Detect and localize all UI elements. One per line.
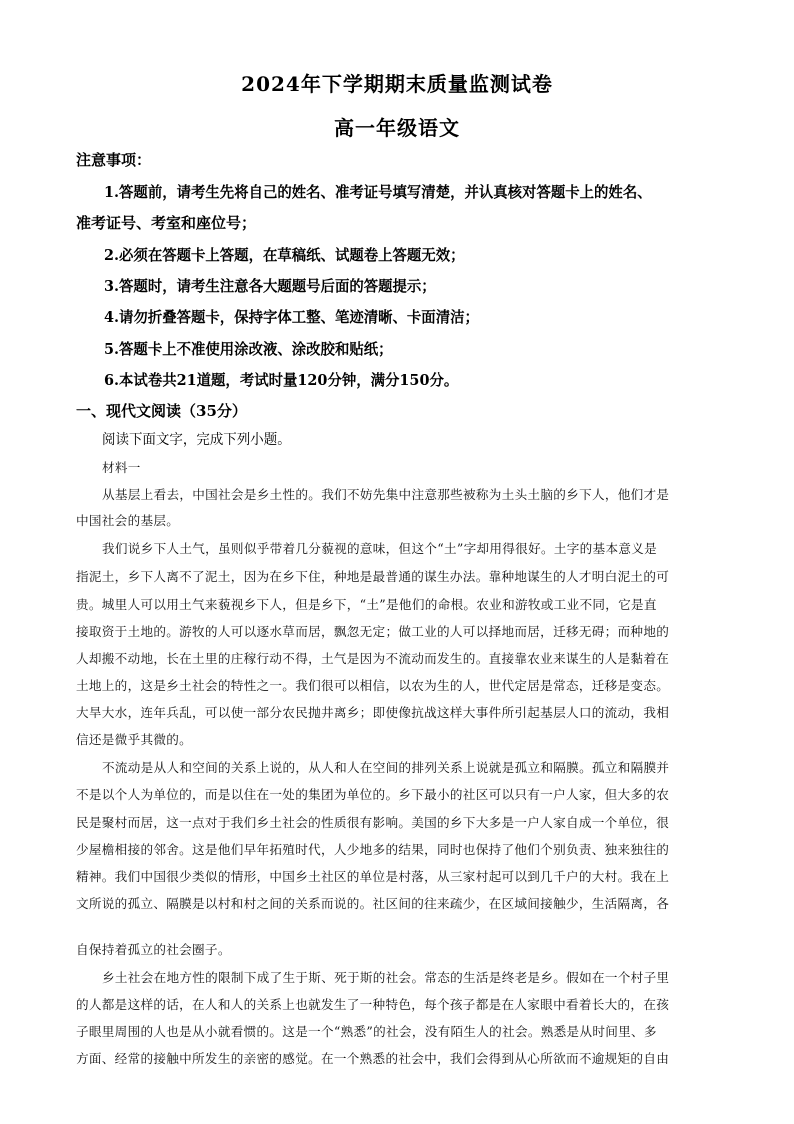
exam-subtitle: 高一年级语文 [334, 116, 460, 140]
passage-line: 从基层上看去，中国社会是乡土性的。我们不妨先集中注意那些被称为土头土脑的乡下人，他们才是 [102, 487, 670, 502]
notice-item: 6.本试卷共21道题，考试时量120分钟，满分150分。 [104, 371, 459, 389]
material-label: 材料一 [102, 460, 141, 475]
notice-item: 准考证号、考室和座位号； [76, 214, 257, 232]
passage-line: 不流动是从人和空间的关系上说的，从人和人在空间的排列关系上说就是孤立和隔膜。孤立和隔膜并 [102, 760, 670, 775]
passage-line: 指泥土，乡下人离不了泥土，因为在乡下住，种地是最普通的谋生办法。靠种地谋生的人才明白泥土的可 [76, 569, 670, 584]
passage-line: 贵。城里人可以用土气来藐视乡下人，但是乡下，“土”是他们的命根。农业和游牧或工业不同，它是直 [76, 597, 657, 612]
passage-line: 民是聚村而居，这一点对于我们乡土社会的性质很有影响。美国的乡下大多是一户人家自成一个单位，很 [76, 815, 670, 830]
passage-line: 不是以个人为单位的，而是以住在一处的集团为单位的。乡下最小的社区可以只有一户人家，但大多的农 [76, 787, 670, 802]
notice-item: 2.必须在答题卡上答题，在草稿纸、试题卷上答题无效； [104, 246, 465, 264]
notice-item: 4.请勿折叠答题卡，保持字体工整、笔迹清晰、卡面清洁； [104, 308, 479, 326]
passage-line: 文所说的孤立、隔膜是以村和村之间的关系而说的。社区间的往来疏少，在区域间接触少，生活隔离，各 [76, 896, 670, 911]
notice-item: 3.答题时，请考生注意各大题题号后面的答题提示； [104, 277, 436, 295]
passage-line: 精神。我们中国很少类似的情形，中国乡土社区的单位是村落，从三家村起可以到几千户的大村。我在上 [76, 869, 670, 884]
passage-line: 乡土社会在地方性的限制下成了生于斯、死于斯的社会。常态的生活是终老是乡。假如在一个村子里 [102, 970, 670, 985]
passage-line: 接取资于土地的。游牧的人可以逐水草而居，飘忽无定；做工业的人可以择地而居，迁移无碍；而种地的 [76, 624, 670, 639]
passage-line: 大旱大水，连年兵乱，可以使一部分农民抛井离乡；即使像抗战这样大事件所引起基层人口的流动，我相 [76, 705, 670, 720]
notice-heading: 注意事项： [76, 151, 152, 169]
exam-title: 2024年下学期期末质量监测试卷 [241, 72, 553, 96]
passage-line: 中国社会的基层。 [76, 513, 180, 528]
passage-line: 我们说乡下人土气，虽则似乎带着几分藐视的意味，但这个“土”字却用得很好。土字的基本意义是 [102, 541, 658, 556]
passage-line: 人却搬不动地，长在土里的庄稼行动不得，土气是因为不流动而发生的。直接靠农业来谋生的人是黏着在 [76, 651, 670, 666]
section-heading: 一、现代文阅读（35分） [76, 402, 247, 420]
notice-item: 1.答题前，请考生先将自己的姓名、准考证号填写清楚，并认真核对答题卡上的姓名、 [104, 183, 652, 201]
reading-instruction: 阅读下面文字，完成下列小题。 [102, 432, 291, 448]
passage-line: 少屋檐相接的邻舍。这是他们早年拓殖时代，人少地多的结果，同时也保持了他们个别负责、独来独往的 [76, 842, 670, 857]
passage-line: 方面、经常的接触中所发生的亲密的感觉。在一个熟悉的社会中，我们会得到从心所欲而不逾规矩的自由 [76, 1051, 670, 1066]
passage-line: 子眼里周围的人也是从小就看惯的。这是一个“熟悉”的社会，没有陌生人的社会。熟悉是从时间里、多 [76, 1024, 657, 1039]
passage-line: 土地上的，这是乡土社会的特性之一。我们很可以相信，以农为生的人，世代定居是常态，迁移是变态。 [76, 678, 670, 693]
notice-item: 5.答题卡上不准使用涂改液、涂改胶和贴纸； [104, 340, 393, 358]
passage-line: 信还是微乎其微的。 [76, 732, 193, 747]
passage-line: 自保持着孤立的社会圈子。 [76, 942, 231, 957]
passage-line: 的人都是这样的话，在人和人的关系上也就发生了一种特色，每个孩子都是在人家眼中看着长大的，在孩 [76, 997, 670, 1012]
